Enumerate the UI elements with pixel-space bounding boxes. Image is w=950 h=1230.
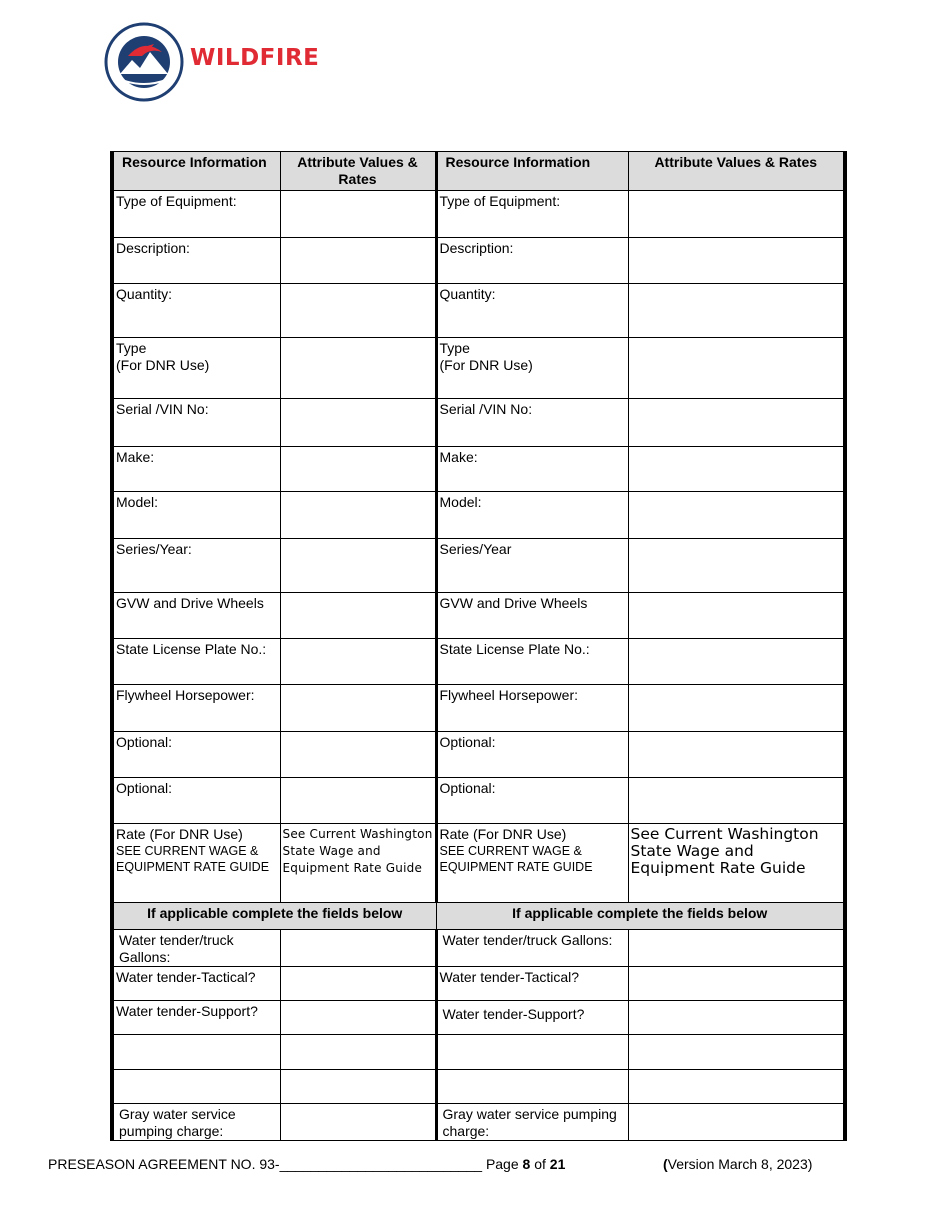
header-resource-info-left: Resource Information (112, 152, 280, 191)
value-license-plate-right[interactable] (628, 639, 845, 685)
value-serial-vin-right[interactable] (628, 399, 845, 447)
table-row (112, 639, 845, 685)
label-optional: Optional: (112, 778, 280, 824)
rate-guide-note: See Current Washington State Wage and Equipment Rate Guide (628, 824, 845, 903)
value-description-right[interactable] (628, 238, 845, 284)
empty-value-cell[interactable] (280, 1035, 436, 1070)
rate-guide-note: See Current Washington State Wage and Equipment Rate Guide (280, 824, 436, 903)
label-optional: Optional: (436, 778, 628, 824)
value-water-tender-support-left[interactable] (280, 1001, 436, 1035)
label-series-year: Series/Year: (112, 539, 280, 593)
label-quantity: Quantity: (436, 284, 628, 338)
table-row (112, 1104, 845, 1141)
value-series-year-right[interactable] (628, 539, 845, 593)
table-row (112, 1035, 845, 1070)
label-water-tender-tactical: Water tender-Tactical? (436, 967, 628, 1001)
value-water-tender-support-right[interactable] (628, 1001, 845, 1035)
table-row (112, 967, 845, 1001)
value-horsepower-left[interactable] (280, 685, 436, 732)
value-water-tender-tactical-right[interactable] (628, 967, 845, 1001)
value-quantity-right[interactable] (628, 284, 845, 338)
table-row (112, 447, 845, 492)
label-quantity: Quantity: (112, 284, 280, 338)
label-water-tender-support: Water tender-Support? (436, 1001, 628, 1035)
label-optional: Optional: (436, 732, 628, 778)
label-water-tender-support: Water tender-Support? (112, 1001, 280, 1035)
label-model: Model: (436, 492, 628, 539)
empty-label-cell[interactable] (436, 1035, 628, 1070)
table-row (112, 1001, 845, 1035)
section-header-row (112, 903, 845, 930)
table-row (112, 824, 845, 903)
value-make-left[interactable] (280, 447, 436, 492)
label-type-dnr-use: Type (For DNR Use) (112, 338, 280, 399)
value-gray-water-left[interactable] (280, 1104, 436, 1141)
table-row (112, 930, 845, 967)
table-row (112, 732, 845, 778)
label-description: Description: (112, 238, 280, 284)
header-attribute-values-left: Attribute Values & Rates (280, 152, 436, 191)
empty-label-cell[interactable] (112, 1070, 280, 1104)
value-gvw-left[interactable] (280, 593, 436, 639)
table-row (112, 238, 845, 284)
value-type-of-equipment-right[interactable] (628, 191, 845, 238)
empty-label-cell[interactable] (436, 1070, 628, 1104)
value-water-tender-gallons-left[interactable] (280, 930, 436, 967)
empty-value-cell[interactable] (628, 1035, 845, 1070)
value-quantity-left[interactable] (280, 284, 436, 338)
label-gvw-drive-wheels: GVW and Drive Wheels (436, 593, 628, 639)
value-gray-water-right[interactable] (628, 1104, 845, 1141)
label-description: Description: (436, 238, 628, 284)
table-row (112, 1070, 845, 1104)
value-type-right[interactable] (628, 338, 845, 399)
label-flywheel-horsepower: Flywheel Horsepower: (112, 685, 280, 732)
label-gvw-drive-wheels: GVW and Drive Wheels (112, 593, 280, 639)
label-license-plate: State License Plate No.: (112, 639, 280, 685)
table-row (112, 191, 845, 238)
label-make: Make: (112, 447, 280, 492)
value-make-right[interactable] (628, 447, 845, 492)
label-type-dnr-use: Type (For DNR Use) (436, 338, 628, 399)
label-serial-vin: Serial /VIN No: (436, 399, 628, 447)
table-row (112, 778, 845, 824)
empty-value-cell[interactable] (628, 1070, 845, 1104)
label-rate-dnr-use: Rate (For DNR Use) SEE CURRENT WAGE & EQUIPMENT RATE GUIDE (112, 824, 280, 903)
table-row (112, 284, 845, 338)
value-gvw-right[interactable] (628, 593, 845, 639)
header-resource-info-right: Resource Information (436, 152, 628, 191)
label-type-of-equipment: Type of Equipment: (436, 191, 628, 238)
table-header-row (112, 152, 845, 191)
table-row (112, 492, 845, 539)
logo-text: WILDFIRE (190, 45, 320, 71)
agreement-number: PRESEASON AGREEMENT NO. 93-__________________________ Page 8 of 21 (48, 1156, 566, 1172)
version-date: (Version March 8, 2023) (663, 1156, 813, 1172)
table-row (112, 338, 845, 399)
value-type-left[interactable] (280, 338, 436, 399)
value-optional-2-left[interactable] (280, 778, 436, 824)
table-row (112, 399, 845, 447)
value-model-left[interactable] (280, 492, 436, 539)
value-horsepower-right[interactable] (628, 685, 845, 732)
label-make: Make: (436, 447, 628, 492)
header-attribute-values-right: Attribute Values & Rates (628, 152, 845, 191)
empty-label-cell[interactable] (112, 1035, 280, 1070)
value-model-right[interactable] (628, 492, 845, 539)
label-gray-water: Gray water service pumping charge: (112, 1104, 280, 1141)
label-model: Model: (112, 492, 280, 539)
empty-value-cell[interactable] (280, 1070, 436, 1104)
table-row (112, 685, 845, 732)
value-type-of-equipment-left[interactable] (280, 191, 436, 238)
value-water-tender-tactical-left[interactable] (280, 967, 436, 1001)
label-water-tender-gallons: Water tender/truck Gallons: (112, 930, 280, 967)
label-water-tender-gallons: Water tender/truck Gallons: (436, 930, 628, 967)
value-license-plate-left[interactable] (280, 639, 436, 685)
value-serial-vin-left[interactable] (280, 399, 436, 447)
resource-information-table (110, 151, 847, 1141)
label-rate-dnr-use: Rate (For DNR Use) SEE CURRENT WAGE & EQUIPMENT RATE GUIDE (436, 824, 628, 903)
section-header-right: If applicable complete the fields below (436, 903, 845, 930)
label-series-year: Series/Year (436, 539, 628, 593)
dnr-seal-logo (104, 22, 184, 102)
table-row (112, 539, 845, 593)
value-water-tender-gallons-right[interactable] (628, 930, 845, 967)
table-row (112, 593, 845, 639)
value-series-year-left[interactable] (280, 539, 436, 593)
label-serial-vin: Serial /VIN No: (112, 399, 280, 447)
label-flywheel-horsepower: Flywheel Horsepower: (436, 685, 628, 732)
value-description-left[interactable] (280, 238, 436, 284)
value-optional-2-right[interactable] (628, 778, 845, 824)
label-gray-water: Gray water service pumping charge: (436, 1104, 628, 1141)
label-license-plate: State License Plate No.: (436, 639, 628, 685)
value-optional-right[interactable] (628, 732, 845, 778)
label-water-tender-tactical: Water tender-Tactical? (112, 967, 280, 1001)
label-type-of-equipment: Type of Equipment: (112, 191, 280, 238)
label-optional: Optional: (112, 732, 280, 778)
value-optional-left[interactable] (280, 732, 436, 778)
section-header-left: If applicable complete the fields below (112, 903, 436, 930)
